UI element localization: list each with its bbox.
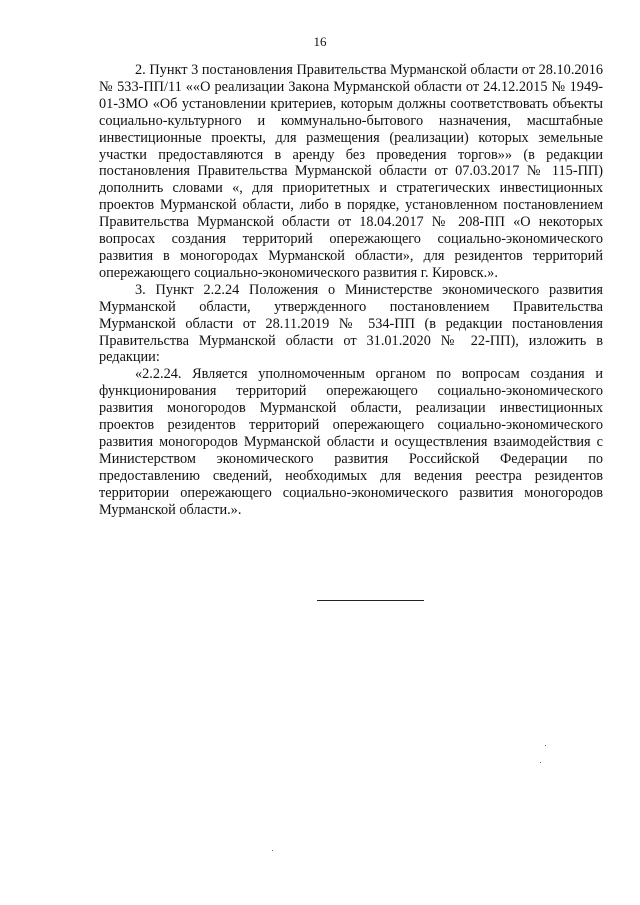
end-divider bbox=[317, 600, 424, 601]
document-body bbox=[99, 62, 603, 518]
page-number: 16 bbox=[313, 34, 327, 49]
paragraph-quoted-2-2-24: «2.2.24. Является уполномоченным органом по вопросам создания и функционирования территорий опережающего социально-экономического развития моногородов Мурманской области, реализации инвестиционных проектов резидентов территорий опережающего социально-экономического развития моногородов Мурманской области и осуществления взаимодействия с Министерством экономического развития Российской Федерации по предоставлению сведений, необходимых для ведения реестра резидентов территории опережающего социально-экономического развития моногородов Мурманской области.». bbox=[99, 366, 603, 518]
scan-speck bbox=[545, 745, 546, 746]
scan-speck bbox=[540, 762, 541, 763]
paragraph-item-3: 3. Пункт 2.2.24 Положения о Министерстве экономического развития Мурманской области, утвержденного постановлением Правительства Мурманской области от 28.11.2019 № 534-ПП (в редакции постановления Правительства Мурманской области от 31.01.2020 № 22-ПП), изложить в редакции: bbox=[99, 281, 603, 366]
paragraph-item-2: 2. Пункт 3 постановления Правительства Мурманской области от 28.10.2016 № 533-ПП/11 ««О реализации Закона Мурманской области от 24.12.2015 № 1949-01-ЗМО «Об установлении критериев, которым должны соответствовать объекты социально-культурного и коммунально-бытового назначения, масштабные инвестиционные проекты, для размещения (реализации) которых земельные участки предоставляются в аренду без проведения торгов»» (в редакции постановления Правительства Мурманской области от 07.03.2017 № 115-ПП) дополнить словами «, для приоритетных и стратегических инвестиционных проектов Мурманской области, либо в порядке, установленном постановлением Правительства Мурманской области от 18.04.2017 № 208-ПП «О некоторых вопросах создания территорий опережающего социально-экономического развития в моногородах Мурманской области», для резидентов территорий опережающего социально-экономического развития г. Кировск.». bbox=[99, 62, 603, 281]
scan-speck bbox=[272, 850, 273, 851]
